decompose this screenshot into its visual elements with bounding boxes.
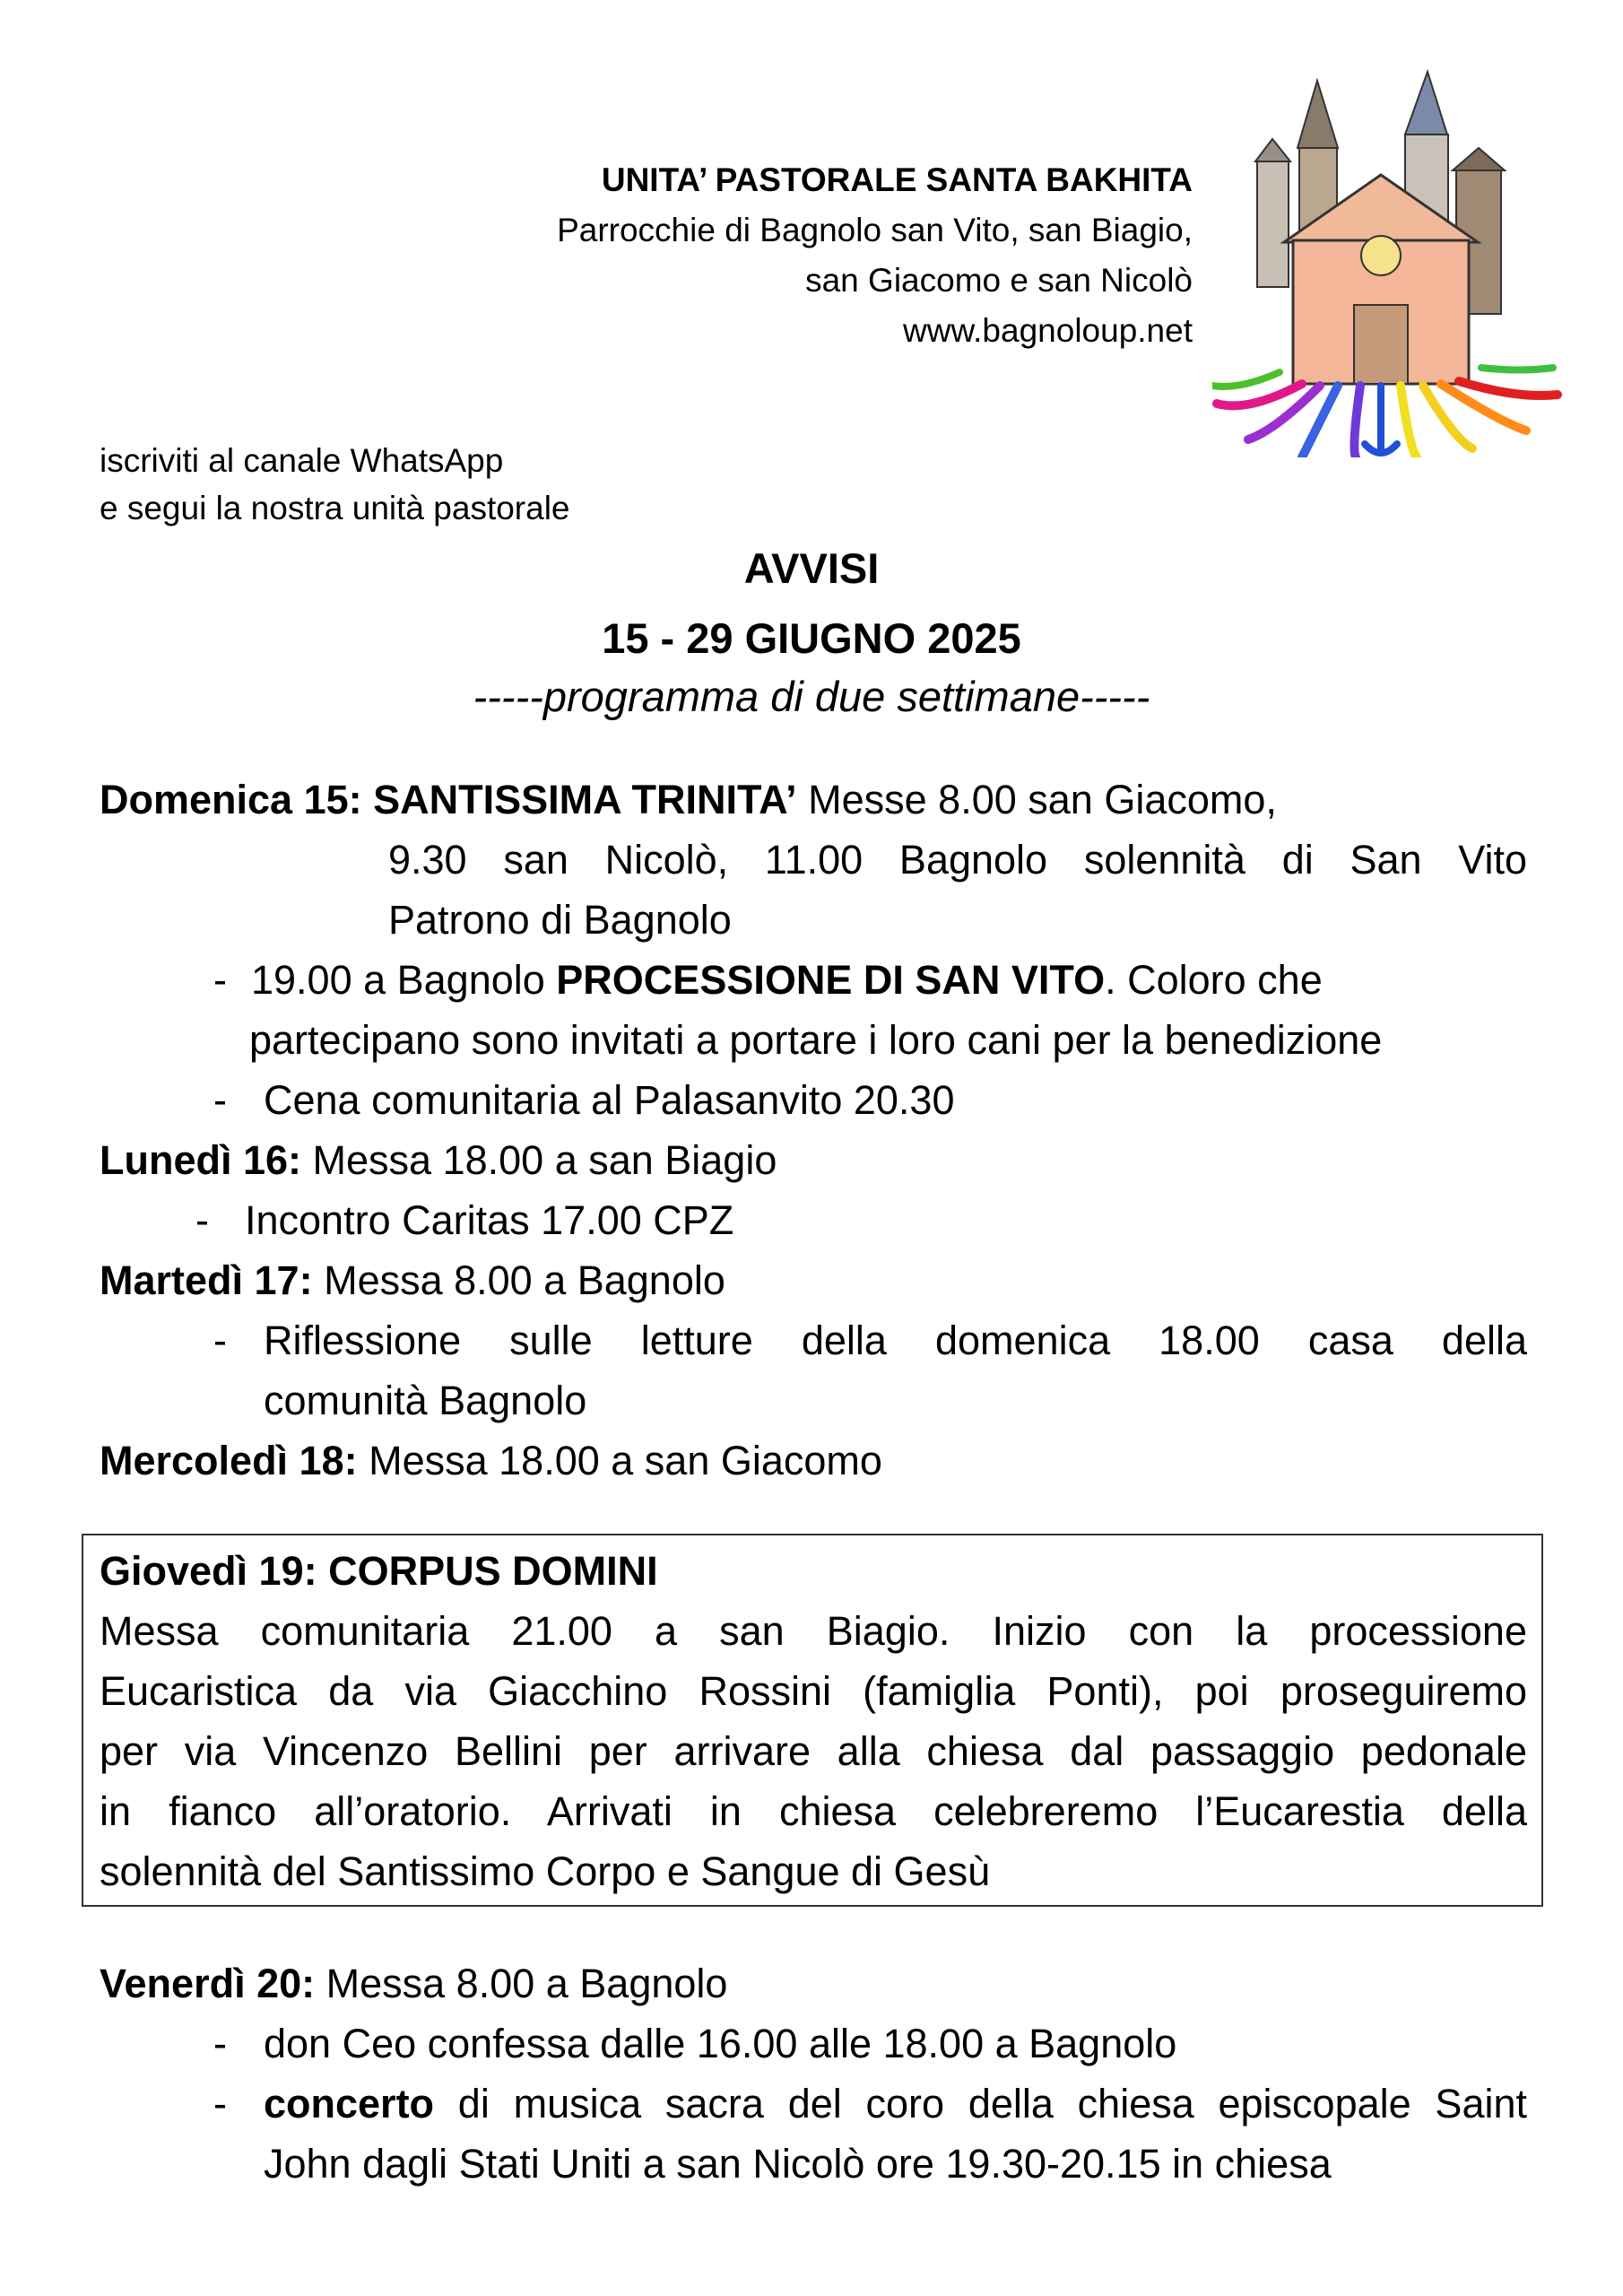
friday-concert [264, 2074, 1527, 2134]
whatsapp-invite [100, 437, 570, 532]
bullet-dash: - [213, 2021, 227, 2066]
sunday-day: Domenica 15: [100, 777, 362, 822]
concert-text: di musica sacra del coro della chiesa episcopale Saint [434, 2081, 1527, 2126]
friday-confession: don Ceo confessa dalle 16.00 alle 18.00 a Bagnolo [264, 2021, 1177, 2066]
notice-subtitle: -----programma di due settimane----- [473, 673, 1150, 720]
bullet-dash: - [213, 957, 227, 1003]
sunday-dinner: Cena comunitaria al Palasanvito 20.30 [264, 1077, 955, 1123]
sunday-line1 [100, 770, 1277, 830]
header-parishes-line2: san Giacomo e san Nicolò [805, 262, 1193, 299]
friday-day: Venerdì 20: [100, 1961, 316, 2006]
tuesday-line [100, 1250, 725, 1310]
monday-day: Lunedì 16: [100, 1137, 302, 1183]
notice-heading: AVVISI [743, 544, 880, 592]
tuesday-mass: Messa 8.00 a Bagnolo [312, 1257, 725, 1303]
thursday-line3: per via Vincenzo Bellini per arrivare alla chiesa dal passaggio pedonale [100, 1728, 1527, 1774]
tuesday-day: Martedì 17: [100, 1257, 313, 1303]
procession-title: PROCESSIONE DI SAN VITO [556, 957, 1106, 1003]
notice-dates: 15 - 29 GIUGNO 2025 [602, 614, 1021, 662]
bullet-dash: - [213, 1077, 227, 1123]
wednesday-mass: Messa 18.00 a san Giacomo [357, 1438, 882, 1483]
monday-line [100, 1130, 777, 1190]
sunday-procession [251, 950, 1323, 1010]
monday-caritas: Incontro Caritas 17.00 CPZ [245, 1197, 734, 1243]
bullet-dash: - [213, 2081, 227, 2126]
monday-mass: Messa 18.00 a san Biagio [301, 1137, 777, 1183]
tuesday-reflection: Riflessione sulle letture della domenica 18.00 casa della [264, 1318, 1527, 1363]
header-title: UNITA’ PASTORALE SANTA BAKHITA [601, 161, 1193, 198]
thursday-line2: Eucaristica da via Giacchino Rossini (famiglia Ponti), poi proseguiremo [100, 1668, 1527, 1714]
friday-mass: Messa 8.00 a Bagnolo [315, 1961, 728, 2006]
header-block [557, 155, 1193, 356]
whatsapp-line1: iscriviti al canale WhatsApp [100, 442, 504, 479]
sunday-line3: Patrono di Bagnolo [388, 897, 732, 943]
sunday-line2: 9.30 san Nicolò, 11.00 Bagnolo solennità di San Vito [388, 837, 1527, 883]
logo [1212, 63, 1562, 457]
corpus-domini-title: Giovedì 19: CORPUS DOMINI [100, 1548, 658, 1594]
thursday-title [100, 1541, 658, 1601]
header-website: www.bagnoloup.net [903, 312, 1193, 349]
sunday-procession-line2: partecipano sono invitati a portare i loro cani per la benedizione [249, 1017, 1383, 1063]
bullet-dash: - [213, 1318, 227, 1363]
friday-line [100, 1953, 727, 2013]
procession-time: 19.00 a Bagnolo [251, 957, 557, 1003]
bullet-dash: - [195, 1197, 209, 1243]
notice-heading-block [0, 534, 1623, 674]
church-logo-icon [1212, 63, 1562, 457]
wednesday-day: Mercoledì 18: [100, 1438, 358, 1483]
thursday-line4: in fianco all’oratorio. Arrivati in chiesa celebreremo l’Eucarestia della [100, 1788, 1527, 1834]
friday-concert-line2: John dagli Stati Uniti a san Nicolò ore 19.30-20.15 in chiesa [264, 2141, 1332, 2187]
tuesday-reflection-line2: comunità Bagnolo [264, 1378, 587, 1423]
concert-label: concerto [264, 2081, 435, 2126]
header-parishes-line1: Parrocchie di Bagnolo san Vito, san Biagio, [557, 212, 1193, 248]
whatsapp-line2: e segui la nostra unità pastorale [100, 490, 570, 526]
sunday-feast: SANTISSIMA TRINITA’ [373, 777, 797, 822]
thursday-line1: Messa comunitaria 21.00 a san Biagio. Inizio con la processione [100, 1608, 1527, 1654]
sunday-masses: Messe 8.00 san Giacomo, [796, 777, 1277, 822]
procession-note: . Coloro che [1105, 957, 1323, 1003]
wednesday-line [100, 1431, 882, 1491]
thursday-line5: solennità del Santissimo Corpo e Sangue di Gesù [100, 1848, 991, 1894]
